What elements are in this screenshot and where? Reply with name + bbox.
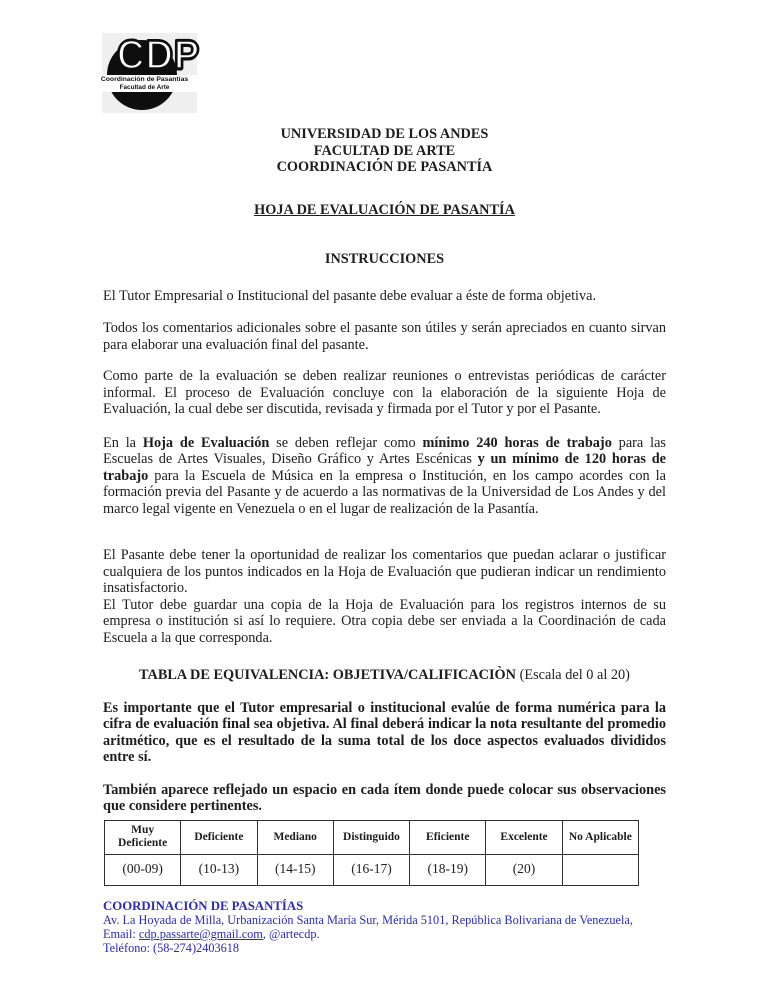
equivalence-range-row <box>105 854 639 885</box>
footer <box>103 899 666 956</box>
paragraph-objective: El Tutor Empresarial o Institucional del pasante debe evaluar a éste de forma objetiva. <box>103 287 597 304</box>
footer-email-line <box>103 927 666 941</box>
paragraph-meetings: Como parte de la evaluación se deben realizar reuniones o entrevistas periódicas de carácter informal. El proceso de Evaluación concluye con la elaboración de la siguiente Hoja de Evaluación, la cual debe ser discutida, revisada y firmada por el Tutor y por el Pasante. <box>103 368 666 417</box>
equivalence-col-header: Muy Deficiente <box>105 820 181 854</box>
logo-band-line2: Facultad de Arte <box>119 83 170 91</box>
footer-title: COORDINACIÓN DE PASANTÍAS <box>103 898 304 913</box>
equivalence-heading <box>103 667 666 684</box>
bold-text-segment: y un mínimo de 120 horas de trabajo <box>103 451 666 484</box>
paragraph-numeric-evaluation: Es importante que el Tutor empresarial o institucional evalúe de forma numérica para la cifra de evaluación final sea objetiva. Al final deberá indicar la nota resultante del promedio aritmético, que es el resultado de la suma total de los doce aspectos evaluados divididos entre sí. <box>103 699 666 765</box>
footer-email-link[interactable]: cdp.passarte@gmail.com <box>138 926 263 941</box>
logo-acronym: CDP <box>117 33 201 79</box>
footer-email-suffix: , @artecdp. <box>262 926 320 941</box>
text-segment: En la <box>103 434 143 451</box>
bold-text-segment: Hoja de Evaluación <box>142 434 270 451</box>
bold-text-segment: mínimo 240 horas de trabajo <box>422 434 612 451</box>
footer-address: Av. La Hoyada de Milla, Urbanización Santa María Sur, Mérida 5101, República Bolivariana de Venezuela, <box>103 912 633 927</box>
paragraph-comments: Todos los comentarios adicionales sobre el pasante son útiles y serán apreciados en cuanto sirvan para elaborar una evaluación final del pasante. <box>103 320 666 353</box>
equivalence-range-cell: (14-15) <box>257 854 333 885</box>
letterhead-line-faculty: FACULTAD DE ARTE <box>313 142 456 159</box>
logo-band-line1: Coordinación de Pasantías <box>100 76 189 84</box>
letterhead-line-coordination: COORDINACIÓN DE PASANTÍA <box>276 159 493 175</box>
equivalence-col-header: Deficiente <box>181 820 257 854</box>
equivalence-range-cell: (10-13) <box>181 854 257 885</box>
paragraph-intern-comments: El Pasante debe tener la oportunidad de realizar los comentarios que puedan aclarar o justificar cualquiera de los puntos indicados en la Hoja de Evaluación que pudieran indicar un rendimiento insatisfactorio. <box>103 547 666 596</box>
equivalence-col-header: No Aplicable <box>562 820 638 854</box>
equivalence-range-cell <box>562 854 638 885</box>
paragraph-hours <box>103 435 666 518</box>
equivalence-col-header: Eficiente <box>410 820 486 854</box>
equivalence-col-header: Mediano <box>257 820 333 854</box>
instructions-heading: INSTRUCCIONES <box>324 251 445 267</box>
equivalence-header-row <box>105 820 639 854</box>
footer-email-label: Email: <box>103 926 139 941</box>
equivalence-table <box>104 820 639 886</box>
equivalence-heading-main: TABLA DE EQUIVALENCIA: OBJETIVA/CALIFICACIÒN <box>139 667 517 683</box>
equivalence-range-cell: (18-19) <box>410 854 486 885</box>
cdp-logo <box>100 33 201 113</box>
footer-phone: Teléfono: (58-274)2403618 <box>103 941 240 956</box>
equivalence-range-cell: (00-09) <box>105 854 181 885</box>
paragraph-tutor-copy: El Tutor debe guardar una copia de la Hoja de Evaluación para los registros internos de su empresa o institución si así lo requiere. Otra copia debe ser enviada a la Coordinación de cada Escuela a la que corresponda. <box>103 596 666 646</box>
equivalence-col-header: Distinguido <box>333 820 409 854</box>
page-title: HOJA DE EVALUACIÓN DE PASANTÍA <box>254 201 515 218</box>
text-segment: se deben reflejar como <box>269 434 423 451</box>
paragraph-observations-space: También aparece reflejado un espacio en cada ítem donde puede colocar sus observaciones que considere pertinentes. <box>103 781 666 814</box>
equivalence-col-header: Excelente <box>486 820 562 854</box>
equivalence-range-cell: (16-17) <box>333 854 409 885</box>
equivalence-range-cell: (20) <box>486 854 562 885</box>
letterhead-line-university: UNIVERSIDAD DE LOS ANDES <box>280 126 489 142</box>
text-segment: para la Escuela de Música en la empresa o Institución, en los campo acordes con la formación previa del Pasante y de acuerdo a las normativas de la Universidad de Los Andes y del marco legal vigente en Venezuela o en el lugar de realización de la Pasantía. <box>103 467 666 517</box>
text-segment: para las Escuelas de Artes Visuales, Diseño Gráfico y Artes Escénicas <box>103 434 666 467</box>
letterhead <box>103 126 666 176</box>
equivalence-heading-scale: (Escala del 0 al 20) <box>516 667 630 683</box>
